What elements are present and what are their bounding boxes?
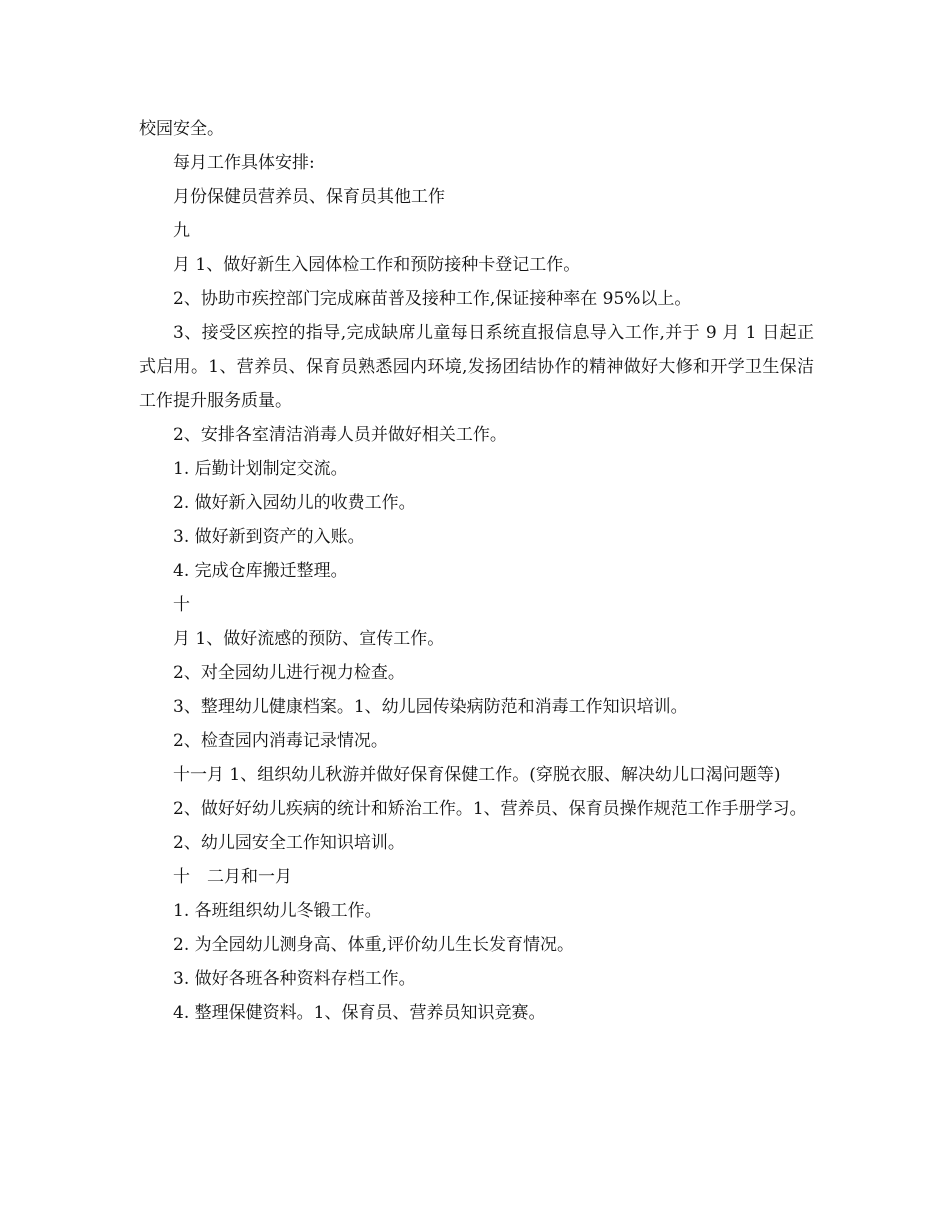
paragraph-nov-item-3: 2、幼儿园安全工作知识培训。 [173,833,405,853]
paragraph-sep-list-3: 3. 做好新到资产的入账。 [173,527,365,547]
paragraph-month-ten: 十 [173,595,190,615]
paragraph-month-nine: 九 [173,221,190,241]
paragraph-nov-item-1: 十一月 1、组织幼儿秋游并做好保育保健工作。(穿脱衣服、解决幼儿口渴问题等) [173,765,781,785]
paragraph-sep-item-4: 2、安排各室清洁消毒人员并做好相关工作。 [173,425,507,445]
paragraph-dec-list-1: 1. 各班组织幼儿冬锻工作。 [173,901,382,921]
paragraph-sep-item-3: 3、接受区疾控的指导,完成缺席儿童每日系统直报信息导入工作,并于 9 月 1 日起正式启用。1、营养员、保育员熟悉园内环境,发扬团结协作的精神做好大修和开学卫生保洁工作提升服务质量。 [139,323,814,411]
paragraph-campus-safety: 校园安全。 [139,119,224,139]
paragraph-column-header: 月份保健员营养员、保育员其他工作 [173,187,445,207]
paragraph-nov-item-2: 2、做好好幼儿疾病的统计和矫治工作。1、营养员、保育员操作规范工作手册学习。 [173,799,807,819]
paragraph-month-dec-jan: 十 二月和一月 [173,867,292,887]
paragraph-oct-item-4: 2、检查园内消毒记录情况。 [173,731,388,751]
paragraph-dec-list-3: 3. 做好各班各种资料存档工作。 [173,969,416,989]
document-page [139,112,814,1030]
paragraph-oct-item-3: 3、整理幼儿健康档案。1、幼儿园传染病防范和消毒工作知识培训。 [173,697,688,717]
paragraph-oct-item-2: 2、对全园幼儿进行视力检查。 [173,663,405,683]
paragraph-sep-item-2: 2、协助市疾控部门完成麻苗普及接种工作,保证接种率在 95%以上。 [173,289,692,309]
paragraph-sep-list-1: 1. 后勤计划制定交流。 [173,459,348,479]
paragraph-sep-item-1: 月 1、做好新生入园体检工作和预防接种卡登记工作。 [173,255,581,275]
paragraph-sep-list-4: 4. 完成仓库搬迁整理。 [173,561,348,581]
paragraph-monthly-plan-heading: 每月工作具体安排: [173,153,315,173]
paragraph-dec-list-4: 4. 整理保健资料。1、保育员、营养员知识竞赛。 [173,1003,546,1023]
paragraph-sep-list-2: 2. 做好新入园幼儿的收费工作。 [173,493,416,513]
paragraph-oct-item-1: 月 1、做好流感的预防、宣传工作。 [173,629,445,649]
paragraph-dec-list-2: 2. 为全园幼儿测身高、体重,评价幼儿生长发育情况。 [173,935,575,955]
